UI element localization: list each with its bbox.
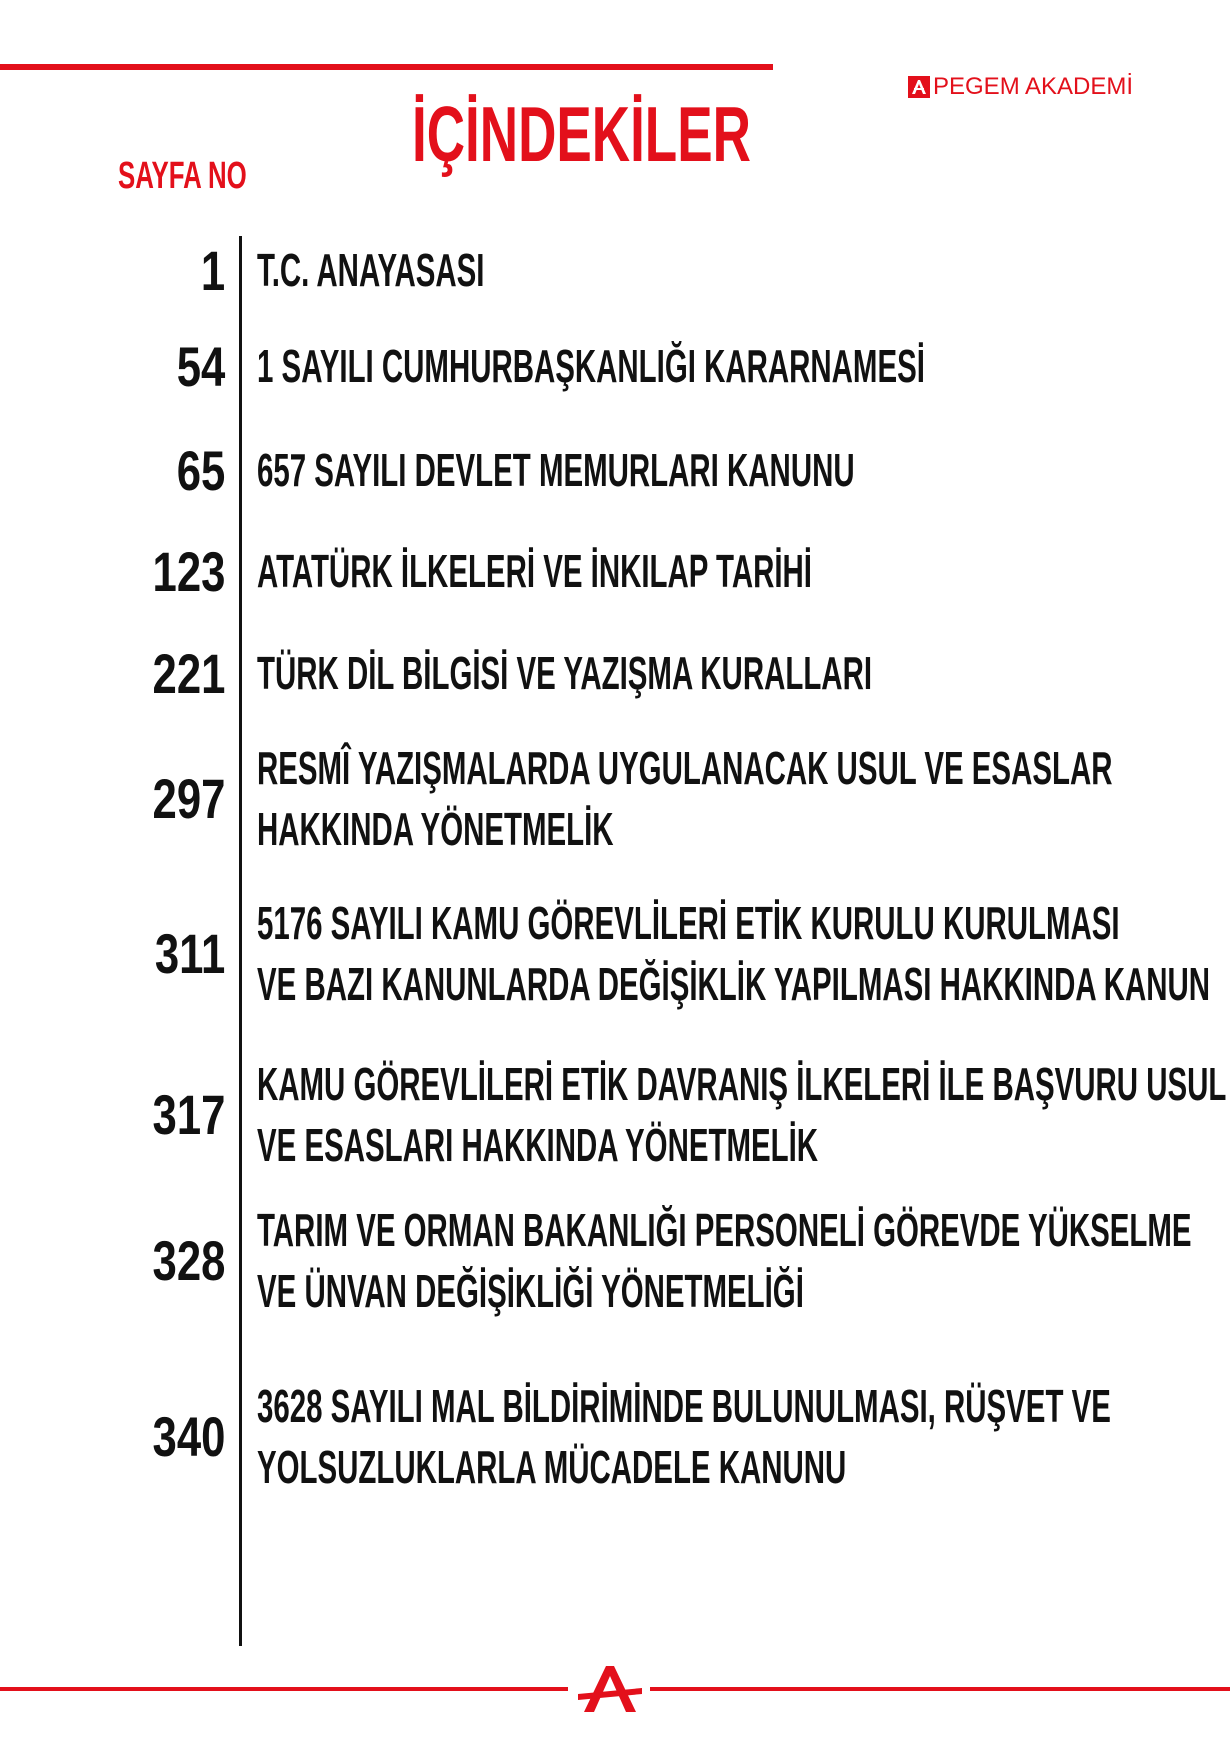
toc-title-line: HAKKINDA YÖNETMELİK bbox=[257, 803, 614, 855]
toc-title-line: VE ESASLARI HAKKINDA YÖNETMELİK bbox=[257, 1119, 819, 1171]
toc-title-line: KAMU GÖREVLİLERİ ETİK DAVRANIŞ İLKELERİ İLE BAŞVURU USUL bbox=[257, 1058, 1227, 1110]
toc-title bbox=[257, 893, 1210, 1015]
toc-title-line: YOLSUZLUKLARLA MÜCADELE KANUNU bbox=[257, 1441, 847, 1493]
toc-title-line: 3628 SAYILI MAL BİLDİRİMİNDE BULUNULMASI, RÜŞVET VE bbox=[257, 1380, 1111, 1432]
toc-title-line: TARIM VE ORMAN BAKANLIĞI PERSONELİ GÖREVDE YÜKSELME bbox=[257, 1204, 1192, 1256]
toc-page-number: 311 bbox=[154, 922, 225, 985]
brand-name: PEGEM AKADEMİ bbox=[933, 73, 1134, 100]
toc-page-number: 123 bbox=[152, 539, 225, 603]
page-number-column-label: SAYFA NO bbox=[118, 155, 247, 197]
pegem-footer-logo-icon bbox=[574, 1660, 646, 1716]
toc-title bbox=[257, 336, 925, 397]
toc-title-line: RESMÎ YAZIŞMALARDA UYGULANACAK USUL VE ESASLAR bbox=[257, 742, 1113, 794]
toc-title-line: T.C. ANAYASASI bbox=[257, 244, 485, 296]
toc-title-line: 657 SAYILI DEVLET MEMURLARI KANUNU bbox=[257, 444, 855, 496]
toc-title-line: 1 SAYILI CUMHURBAŞKANLIĞI KARARNAMESİ bbox=[257, 340, 925, 392]
bottom-rule-right bbox=[650, 1687, 1230, 1691]
bottom-rule-left bbox=[0, 1687, 568, 1691]
toc-title-line: 5176 SAYILI KAMU GÖREVLİLERİ ETİK KURULU KURULMASI bbox=[257, 897, 1120, 949]
toc-page-number: 317 bbox=[152, 1083, 225, 1146]
toc-title bbox=[257, 541, 812, 602]
toc-page-number: 297 bbox=[152, 767, 225, 830]
toc-title bbox=[257, 643, 872, 704]
toc-title bbox=[257, 738, 1112, 860]
toc-title bbox=[257, 1054, 1226, 1176]
toc-page-number: 54 bbox=[176, 334, 225, 398]
page-title: İÇİNDEKİLER bbox=[412, 90, 751, 178]
toc-title-line: TÜRK DİL BİLGİSİ VE YAZIŞMA KURALLARI bbox=[257, 647, 873, 699]
toc-title bbox=[257, 1376, 1111, 1498]
toc-title-line: VE ÜNVAN DEĞİŞİKLİĞİ YÖNETMELİĞİ bbox=[257, 1265, 804, 1317]
toc-title bbox=[257, 1200, 1192, 1322]
toc-page-number: 221 bbox=[152, 641, 225, 705]
toc-title-line: ATATÜRK İLKELERİ VE İNKILAP TARİHİ bbox=[257, 545, 812, 597]
toc-page-number: 1 bbox=[200, 238, 225, 302]
toc-title-line: VE BAZI KANUNLARDA DEĞİŞİKLİK YAPILMASI HAKKINDA KANUN bbox=[257, 958, 1211, 1010]
toc-page-number: 340 bbox=[152, 1405, 225, 1468]
toc-page-number: 328 bbox=[152, 1229, 225, 1292]
toc-title bbox=[257, 440, 855, 501]
toc-page-number: 65 bbox=[176, 438, 225, 502]
toc-title bbox=[257, 240, 484, 301]
